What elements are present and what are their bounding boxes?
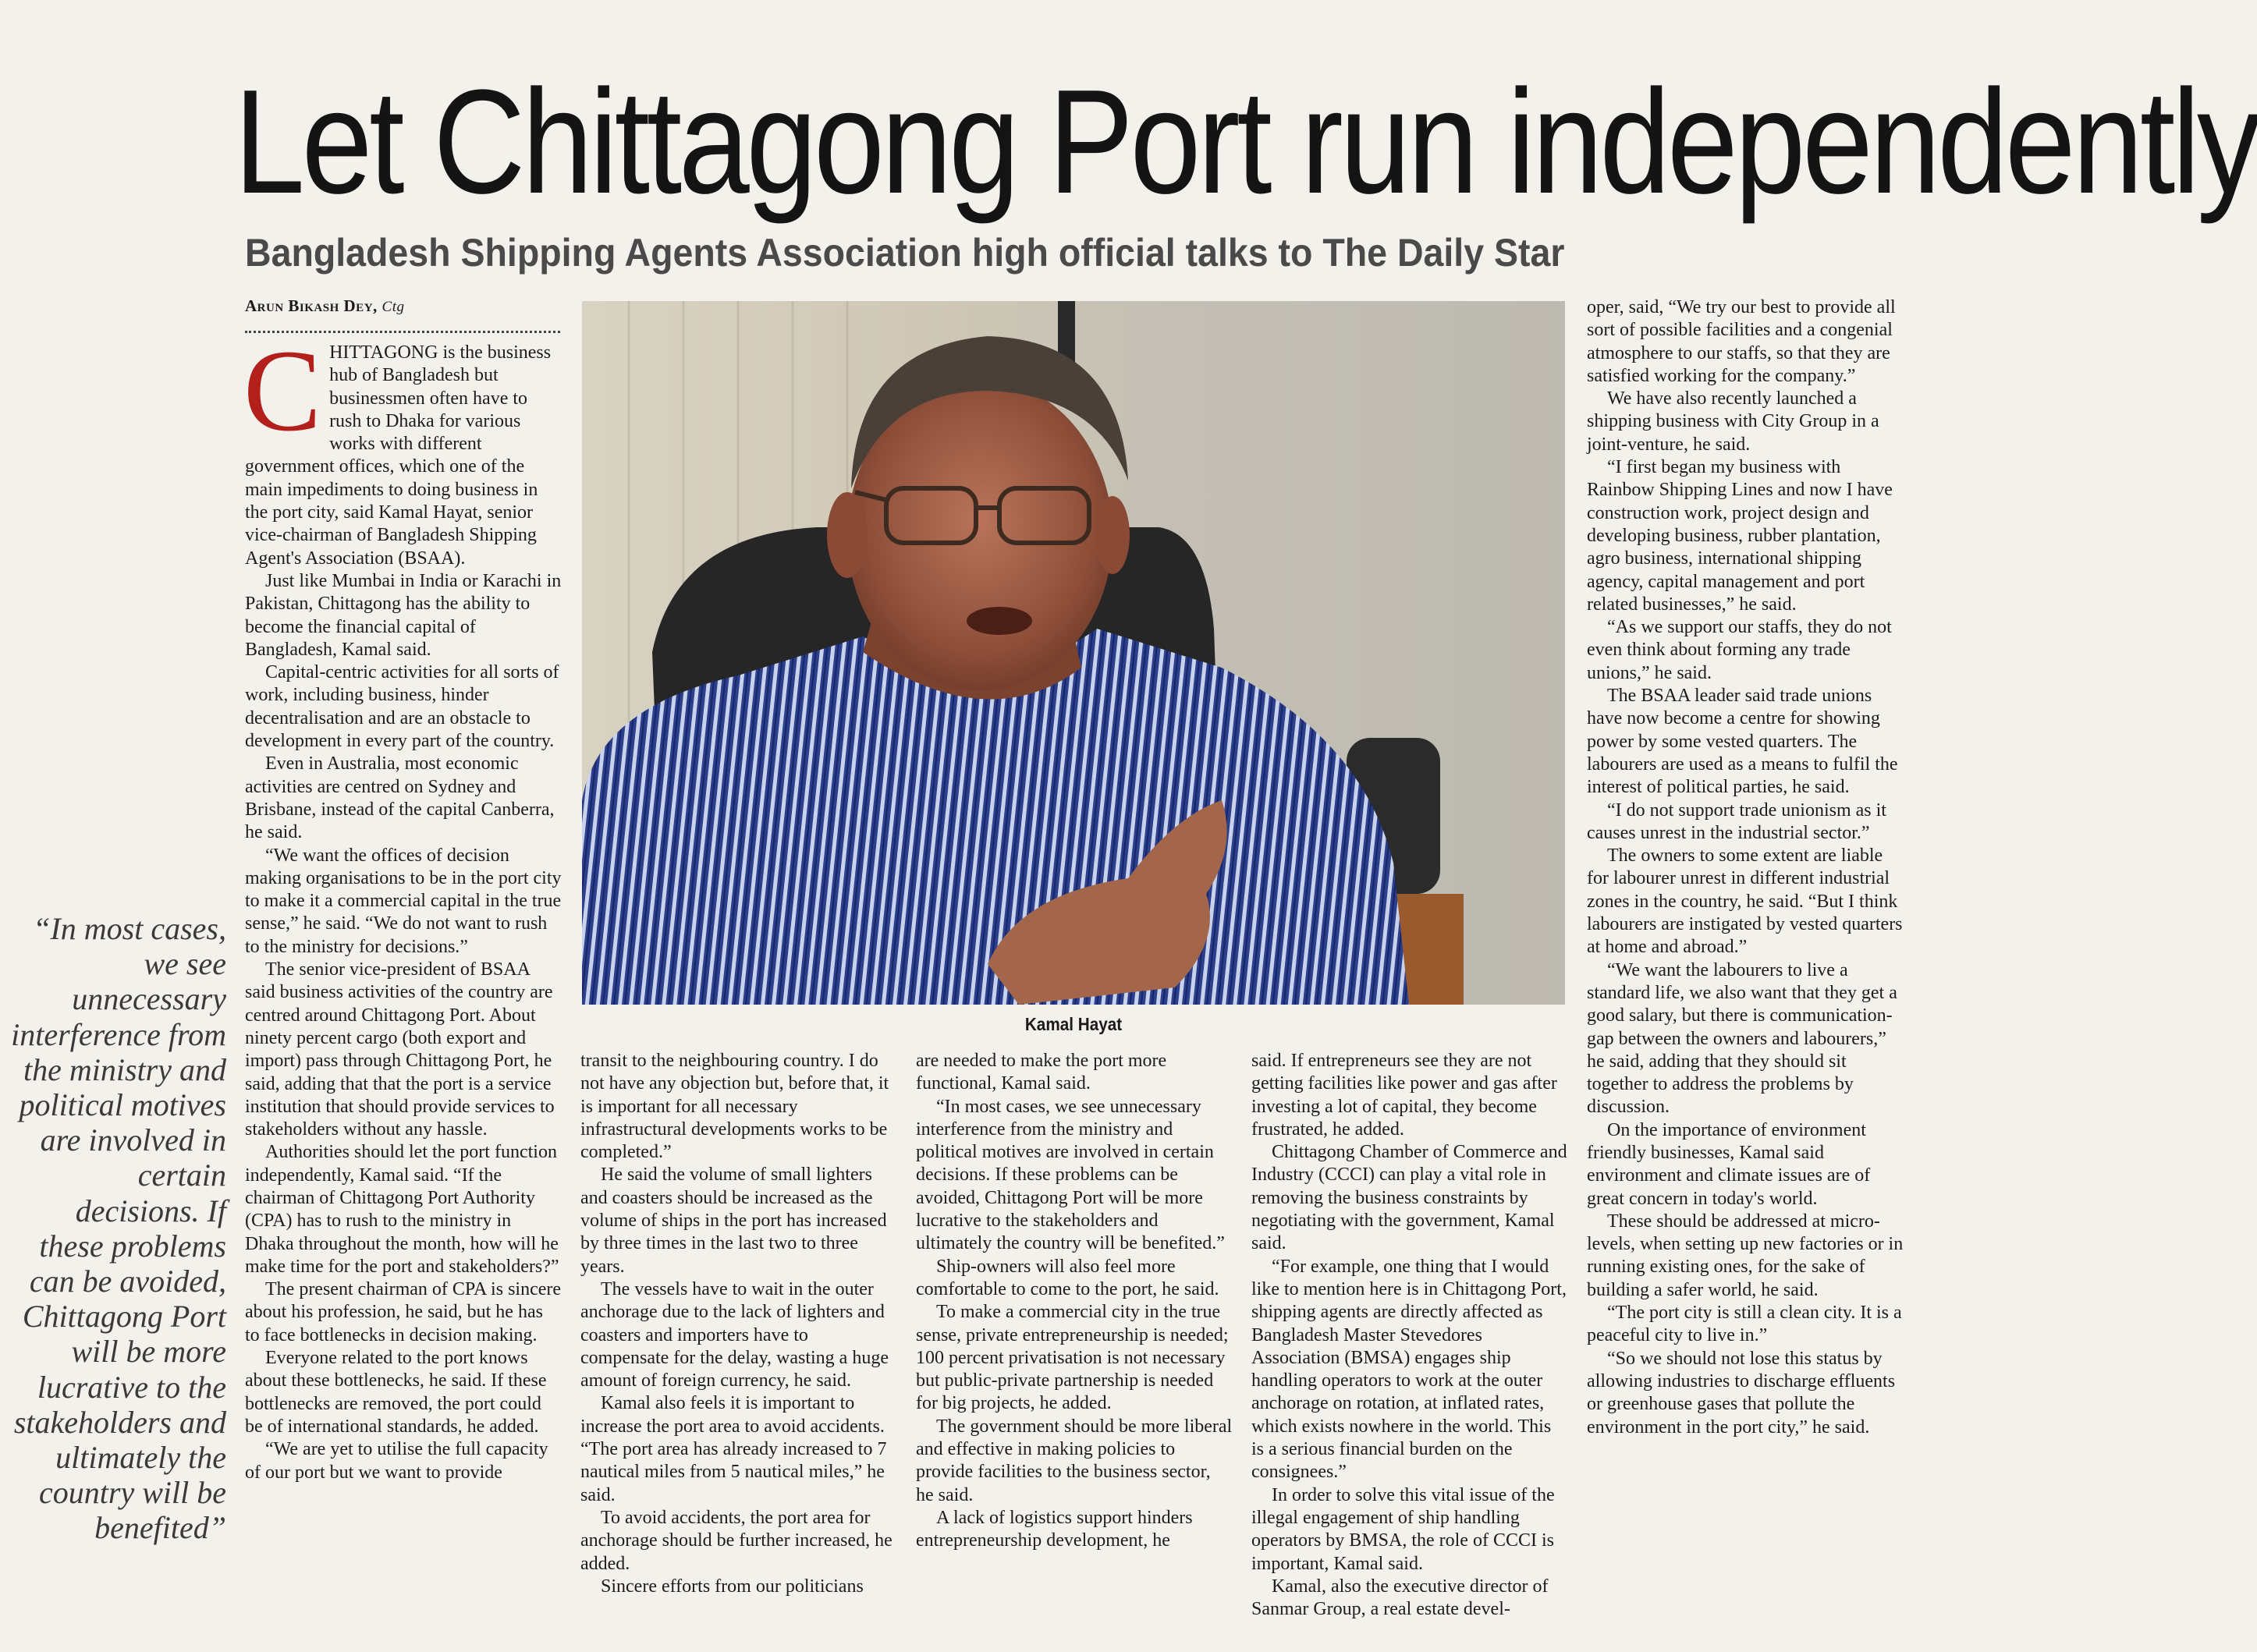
- article-column-5: [1587, 296, 1904, 1439]
- byline-author: Arun Bikash Dey,: [245, 296, 378, 315]
- article-paragraph: Sincere efforts from our politicians: [601, 1576, 864, 1597]
- byline: [245, 296, 560, 316]
- article-paragraph: The senior vice-president of BSAA said business activities of the country are centred around Chittagong Port. About ninety percent cargo (both export and import) pass through Chittagong Port, he said, adding that that the port is a service institution that should provide services to stakeholders without any hassle.: [245, 959, 555, 1140]
- article-paragraph: In order to solve this vital issue of the illegal engagement of ship handling operators by BMSA, the role of CCCI is important, Kamal said.: [1251, 1484, 1555, 1574]
- article-paragraph: The owners to some extent are liable for labourer unrest in different industrial zones in the country, he said. “But I think labourers are instigated by vested quarters at home and abroad.”: [1587, 845, 1903, 958]
- article-paragraph: Just like Mumbai in India or Karachi in Pakistan, Chittagong has the ability to become the financial capital of Bangladesh, Kamal said.: [245, 570, 562, 660]
- article-paragraph: “We want the labourers to live a standard life, we also want that they get a good salary, but there is communication-gap between the owners and labourers,” he said, adding that they should sit together to address the problems by discussion.: [1587, 959, 1897, 1118]
- pull-quote: “In most cases, we see unnecessary interference from the ministry and political motives are involved in certain decisions. If these problems can be avoided, Chittagong Port will be more lucrative to the stakeholders and ultimately the country will be benefited”: [11, 911, 226, 1546]
- article-paragraph: On the importance of environment friendly businesses, Kamal said environment and climate issues are of great concern in today's world.: [1587, 1119, 1871, 1209]
- article-paragraph: oper, said, “We try our best to provide all sort of possible facilities and a congenial atmosphere to our staffs, so that they are satisfied working for the company.”: [1587, 297, 1896, 386]
- article-paragraph: Chittagong Chamber of Commerce and Industry (CCCI) can play a vital role in removing the business constraints by negotiating with the government, Kamal said.: [1251, 1142, 1567, 1254]
- article-paragraph: transit to the neighbouring country. I do not have any objection but, before that, it is important for all necessary infrastructural developments works to be completed.”: [580, 1051, 889, 1163]
- article-column-1: [243, 326, 562, 1484]
- article-paragraph: are needed to make the port more functional, Kamal said.: [916, 1051, 1167, 1094]
- headline: Let Chittagong Port run independently: [234, 59, 2257, 225]
- article-paragraph: These should be addressed at micro-levels, when setting up new factories or in running existing ones, for the sake of building a safer world, he said.: [1587, 1211, 1904, 1300]
- article-paragraph: He said the volume of small lighters and coasters should be increased as the volume of ships in the port has increased by three times in the last two to three years.: [580, 1165, 887, 1277]
- photo-caption: Kamal Hayat: [1024, 1014, 1123, 1034]
- drop-cap: C: [243, 326, 322, 456]
- article-paragraph: Even in Australia, most economic activities are centred on Sydney and Brisbane, instead of the capital Canberra, he said.: [245, 753, 555, 843]
- article-paragraph: CHITTAGONG is the business hub of Bangladesh but businessmen often have to rush to Dhaka for various works with different government offices, which one of the main impediments to doing business in the port city, said Kamal Hayat, senior vice-chairman of Bangladesh Shipping Agent's Association (BSAA).: [243, 326, 552, 569]
- article-paragraph: The vessels have to wait in the outer anchorage due to the lack of lighters and coasters and importers have to compensate for the delay, wasting a huge amount of foreign currency, he said.: [580, 1278, 889, 1391]
- article-paragraph: Authorities should let the port function independently, Kamal said. “If the chairman of Chittagong Port Authority (CPA) has to rush to the ministry in Dhaka throughout the month, how will he make time for the port and stakeholders?”: [245, 1142, 559, 1277]
- article-paragraph: said. If entrepreneurs see they are not getting facilities like power and gas after investing a lot of capital, they become frustrated, he added.: [1251, 1051, 1557, 1140]
- article-paragraph: Ship-owners will also feel more comfortable to come to the port, he said.: [916, 1256, 1219, 1299]
- article-paragraph: Kamal, also the executive director of Sanmar Group, a real estate devel-: [1251, 1576, 1549, 1620]
- article-paragraph: The BSAA leader said trade unions have now become a centre for showing power by some vested quarters. The labourers are used as a means to fulfil the interest of political parties, he said.: [1587, 686, 1898, 798]
- article-column-3: [916, 1050, 1233, 1553]
- article-paragraph: Everyone related to the port knows about these bottlenecks, he said. If these bottlenecks are removed, the port could be of international standards, he added.: [245, 1348, 547, 1437]
- article-paragraph: “The port city is still a clean city. It is a peaceful city to live in.”: [1587, 1303, 1902, 1346]
- article-paragraph: The government should be more liberal and effective in making policies to provide facilities to the business sector, he said.: [916, 1416, 1233, 1505]
- article-paragraph: “We want the offices of decision making organisations to be in the port city to make it a commercial capital in the true sense,” he said. “We do not want to rush to the ministry for decisions.”: [245, 845, 562, 957]
- article-paragraph: “We are yet to utilise the full capacity of our port but we want to provide: [245, 1439, 548, 1483]
- article-paragraph: “I do not support trade unionism as it causes unrest in the industrial sector.”: [1587, 799, 1886, 843]
- article-paragraph: To avoid accidents, the port area for anchorage should be further increased, he added.: [580, 1507, 893, 1574]
- article-paragraph: We have also recently launched a shipping business with City Group in a joint-venture, he said.: [1587, 388, 1879, 455]
- article-paragraph: “So we should not lose this status by allowing industries to discharge effluents or greenhouse gases that pollute the environment in the port city,” he said.: [1587, 1348, 1896, 1438]
- article-paragraph: To make a commercial city in the true sense, private entrepreneurship is needed; 100 percent privatisation is not necessary but public-private partnership is needed for big projects, he added.: [916, 1302, 1229, 1414]
- subheadline: Bangladesh Shipping Agents Association high official talks to The Daily Star: [245, 231, 1565, 275]
- portrait-photo: [582, 301, 1565, 1005]
- article-paragraph: Capital-centric activities for all sorts of work, including business, hinder decentralisation and are an obstacle to development in every part of the country.: [245, 662, 559, 752]
- byline-location: Ctg: [381, 299, 405, 315]
- article-paragraph: “For example, one thing that I would like to mention here is in Chittagong Port, shipping agents are directly affected as Bangladesh Master Stevedores Association (BMSA) engages ship handling operators to work at the outer anchorage on rotation, at inflated rates, which exists nowhere in the world. This is a serious financial burden on the consignees.”: [1251, 1256, 1567, 1483]
- article-paragraph: Kamal also feels it is important to increase the port area to avoid accidents. “The port area has already increased to 7 nautical miles from 5 nautical miles,” he said.: [580, 1393, 887, 1505]
- article-column-2: [580, 1050, 897, 1598]
- article-paragraph: “As we support our staffs, they do not even think about forming any trade unions,” he said.: [1587, 617, 1892, 683]
- article-paragraph: “I first began my business with Rainbow Shipping Lines and now I have construction work, project design and developing business, rubber plantation, agro business, international shipping agency, capital management and port related businesses,” he said.: [1587, 457, 1893, 615]
- article-column-4: [1251, 1050, 1568, 1621]
- article-paragraph: “In most cases, we see unnecessary interference from the ministry and political motives are involved in certain decisions. If these problems can be avoided, Chittagong Port will be more lucrative to the stakeholders and ultimately the country will be benefited.”: [916, 1096, 1225, 1254]
- article-paragraph: The present chairman of CPA is sincere about his profession, he said, but he has to face bottlenecks in decision making.: [245, 1279, 562, 1345]
- article-paragraph: A lack of logistics support hinders entrepreneurship development, he: [916, 1507, 1193, 1551]
